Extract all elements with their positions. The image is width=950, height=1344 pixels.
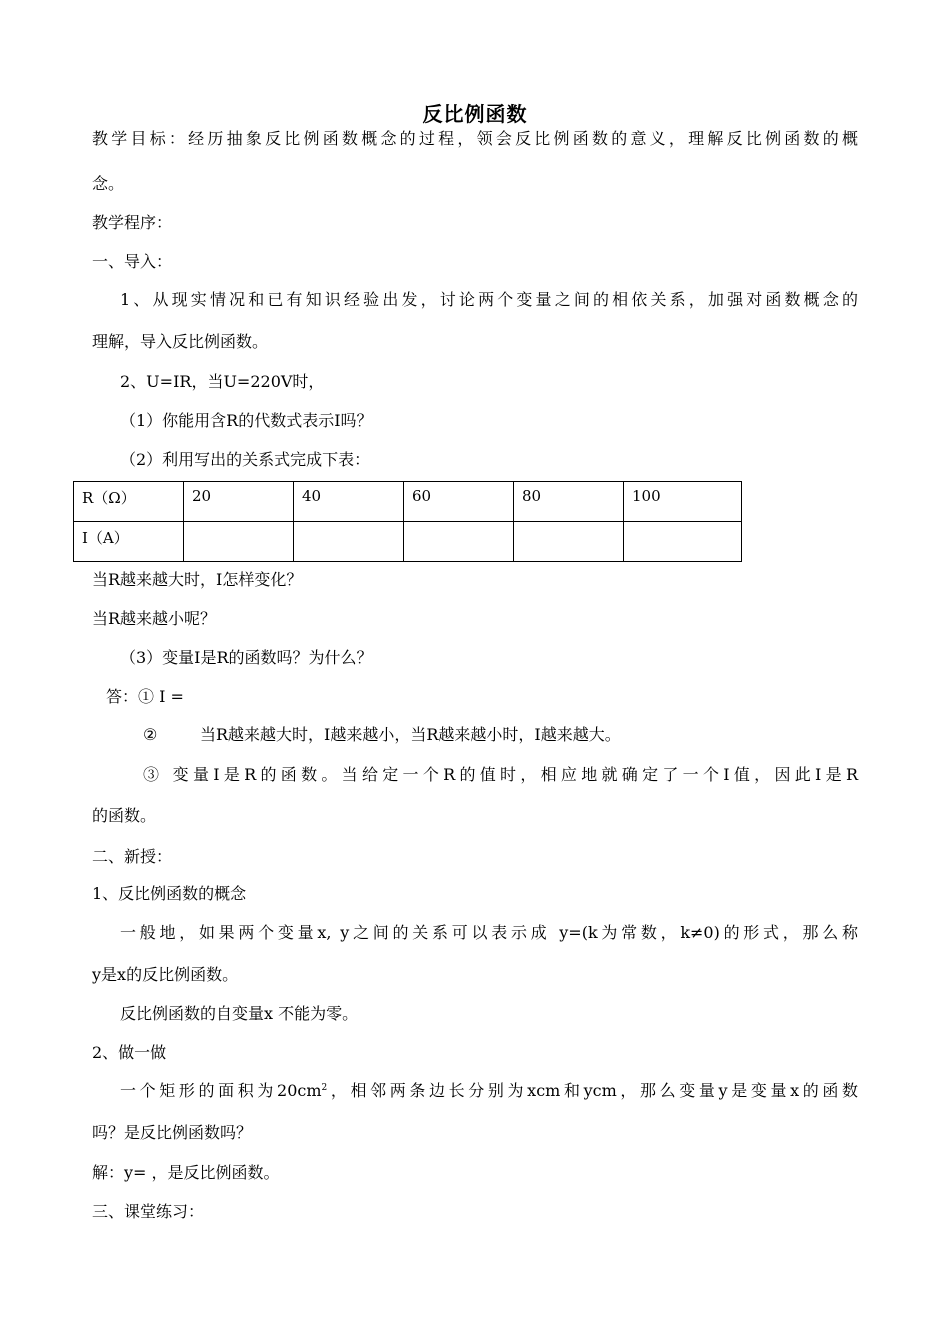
answer-3-line-2: 的函数。 <box>92 806 157 825</box>
resistance-current-table <box>73 481 742 562</box>
table-cell: 100 <box>624 482 742 522</box>
section-1-heading: 一、导入： <box>92 252 173 271</box>
table-cell: 60 <box>404 482 514 522</box>
solution-line: 解：y= ，是反比例函数。 <box>92 1163 280 1182</box>
section-3-heading: 三、课堂练习： <box>92 1202 205 1221</box>
rectangle-area-text: 一个矩形的面积为20cm <box>120 1081 322 1100</box>
definition-line-1: 一般地，如果两个变量x, y之间的关系可以表示成 y=(k为常数，k≠0)的形式，那么称 <box>120 923 858 942</box>
table-cell: I（A） <box>74 522 184 562</box>
objective-line-2: 念。 <box>92 174 125 193</box>
table-cell <box>514 522 624 562</box>
rectangle-problem-line-1 <box>120 1081 858 1101</box>
table-cell: 80 <box>514 482 624 522</box>
table-cell <box>184 522 294 562</box>
after-table-line-2: 当R越来越小呢？ <box>92 609 217 628</box>
page-title: 反比例函数 <box>422 102 528 126</box>
ohm-law-line: 2、U=IR，当U=220V时， <box>120 372 325 391</box>
answer-2-number: ② <box>143 725 158 744</box>
procedure-heading: 教学程序： <box>92 213 173 232</box>
activity-heading: 2、做一做 <box>92 1043 167 1062</box>
table-cell <box>624 522 742 562</box>
rectangle-sides-text: ，相邻两条边长分别为xcm和ycm，那么变量y是变量x的函数 <box>327 1081 858 1100</box>
answer-3-line-1: ③ 变量I是R的函数。当给定一个R的值时，相应地就确定了一个I值，因此I是R <box>143 765 858 784</box>
answer-1: 答：① I = <box>106 687 184 706</box>
table-row <box>74 482 742 522</box>
after-table-line-1: 当R越来越大时，I怎样变化？ <box>92 570 303 589</box>
question-3: （3）变量I是R的函数吗？为什么？ <box>120 648 373 667</box>
table-cell: 20 <box>184 482 294 522</box>
table-cell <box>404 522 514 562</box>
intro-paragraph-line-1: 1、从现实情况和已有知识经验出发，讨论两个变量之间的相依关系，加强对函数概念的 <box>120 290 858 309</box>
table-row <box>74 522 742 562</box>
intro-paragraph-line-2: 理解，导入反比例函数。 <box>92 332 269 351</box>
concept-heading: 1、反比例函数的概念 <box>92 884 247 903</box>
area-exponent: 2 <box>321 1083 328 1093</box>
rectangle-problem-line-2: 吗？是反比例函数吗？ <box>92 1123 253 1142</box>
domain-note: 反比例函数的自变量x 不能为零。 <box>120 1004 359 1023</box>
table-cell <box>294 522 404 562</box>
table-cell: 40 <box>294 482 404 522</box>
question-2: （2）利用写出的关系式完成下表： <box>120 450 371 469</box>
section-2-heading: 二、新授： <box>92 847 173 866</box>
definition-line-2: y是x的反比例函数。 <box>92 965 239 984</box>
objective-line-1: 教学目标：经历抽象反比例函数概念的过程，领会反比例函数的意义，理解反比例函数的概 <box>92 129 858 148</box>
answer-2: 当R越来越大时，I越来越小，当R越来越小时，I越来越大。 <box>200 725 621 744</box>
question-1: （1）你能用含R的代数式表示I吗？ <box>120 411 373 430</box>
table-cell: R（Ω） <box>74 482 184 522</box>
